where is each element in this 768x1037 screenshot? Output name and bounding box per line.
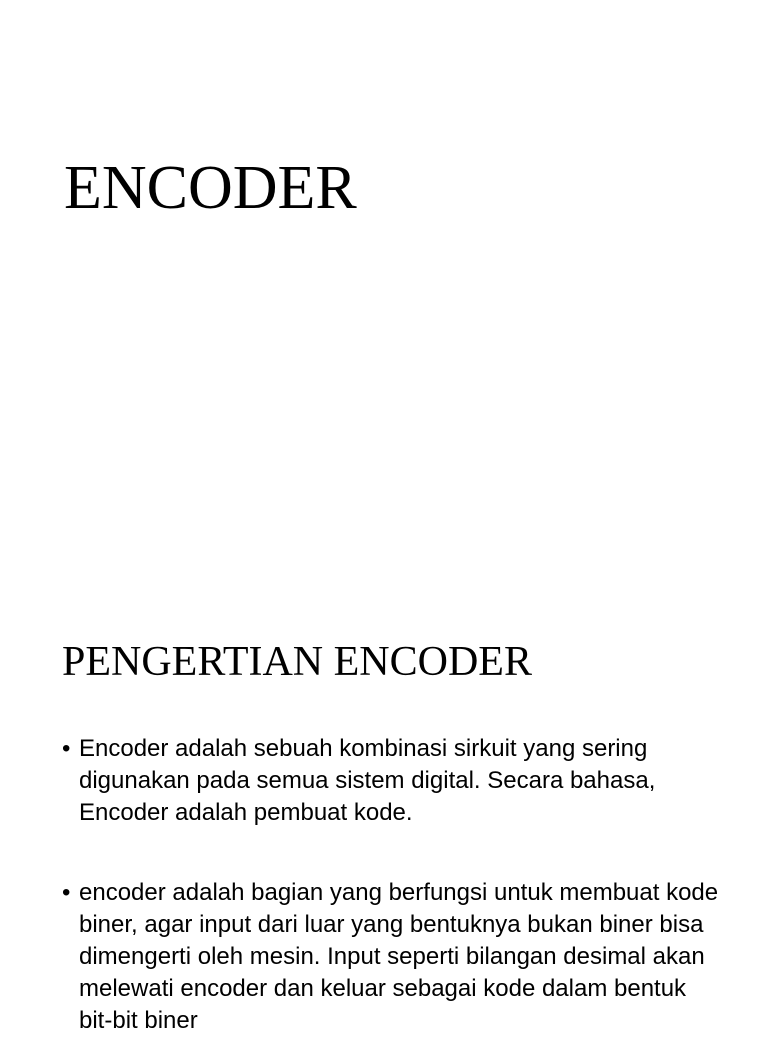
bullet-text: encoder adalah bagian yang berfungsi untuk membuat kode biner, agar input dari luar yang bentuknya bukan biner bisa dimengerti oleh mesin. Input seperti bilangan desimal akan melewati encoder dan keluar sebagai kode dalam bentuk bit-bit biner — [79, 879, 719, 1034]
slide-title: ENCODER — [64, 154, 357, 222]
bullet-item-definition — [62, 733, 722, 829]
bullet-item-function — [62, 877, 722, 1037]
bullet-dot-icon: • — [62, 735, 71, 762]
bullet-list — [62, 733, 722, 1037]
bullet-dot-icon: • — [62, 879, 71, 906]
bullet-text: Encoder adalah sebuah kombinasi sirkuit yang sering digunakan pada semua sistem digital. Secara bahasa, Encoder adalah pembuat kode. — [79, 735, 656, 826]
section-heading: PENGERTIAN ENCODER — [62, 639, 532, 685]
